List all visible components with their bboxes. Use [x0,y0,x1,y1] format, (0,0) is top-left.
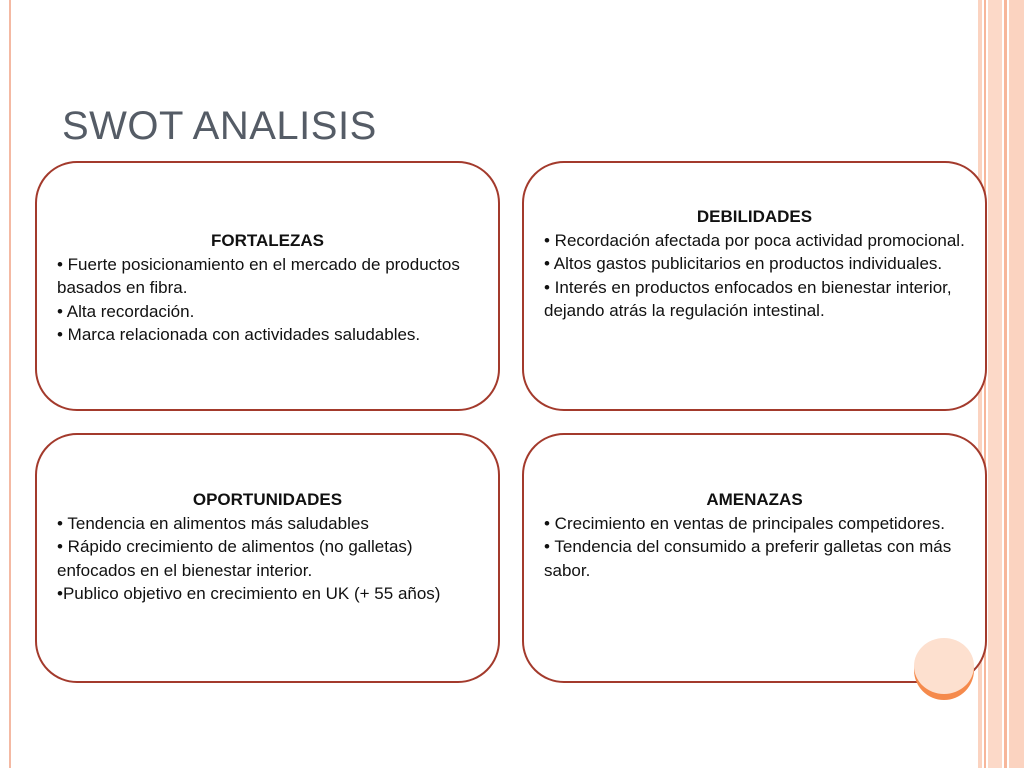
opportunities-item: • Rápido crecimiento de alimentos (no galletas) enfocados en el bienestar interior. [57,537,413,580]
decorative-circle-peach [914,638,974,694]
strengths-item: • Marca relacionada con actividades saludables. [57,325,421,344]
left-border-line [9,0,11,768]
opportunities-item: • Tendencia en alimentos más saludables [57,513,369,533]
strengths-item: • Alta recordación. [57,301,195,321]
weaknesses-item: • Interés en productos enfocados en bienestar interior, dejando atrás la regulación intestinal. [544,277,952,320]
slide-title: SWOT ANALISIS [62,104,377,148]
weaknesses-item: • Recordación afectada por poca actividad promocional. [544,230,965,250]
threats-heading: AMENAZAS [706,490,803,509]
weaknesses-card [522,161,987,411]
strengths-card [35,161,500,411]
strengths-heading: FORTALEZAS [210,231,324,250]
weaknesses-item: • Altos gastos publicitarios en productos individuales. [544,254,943,273]
threats-item: • Crecimiento en ventas de principales competidores. [544,513,945,533]
opportunities-card [35,433,500,683]
threats-item: • Tendencia del consumido a preferir galletas con más sabor. [544,537,952,580]
opportunities-heading: OPORTUNIDADES [192,490,343,509]
weaknesses-heading: DEBILIDADES [696,207,813,226]
opportunities-item: •Publico objetivo en crecimiento en UK (+ 55 años) [57,584,441,603]
threats-card [522,433,987,683]
strengths-item: • Fuerte posicionamiento en el mercado de productos basados en fibra. [57,254,460,297]
